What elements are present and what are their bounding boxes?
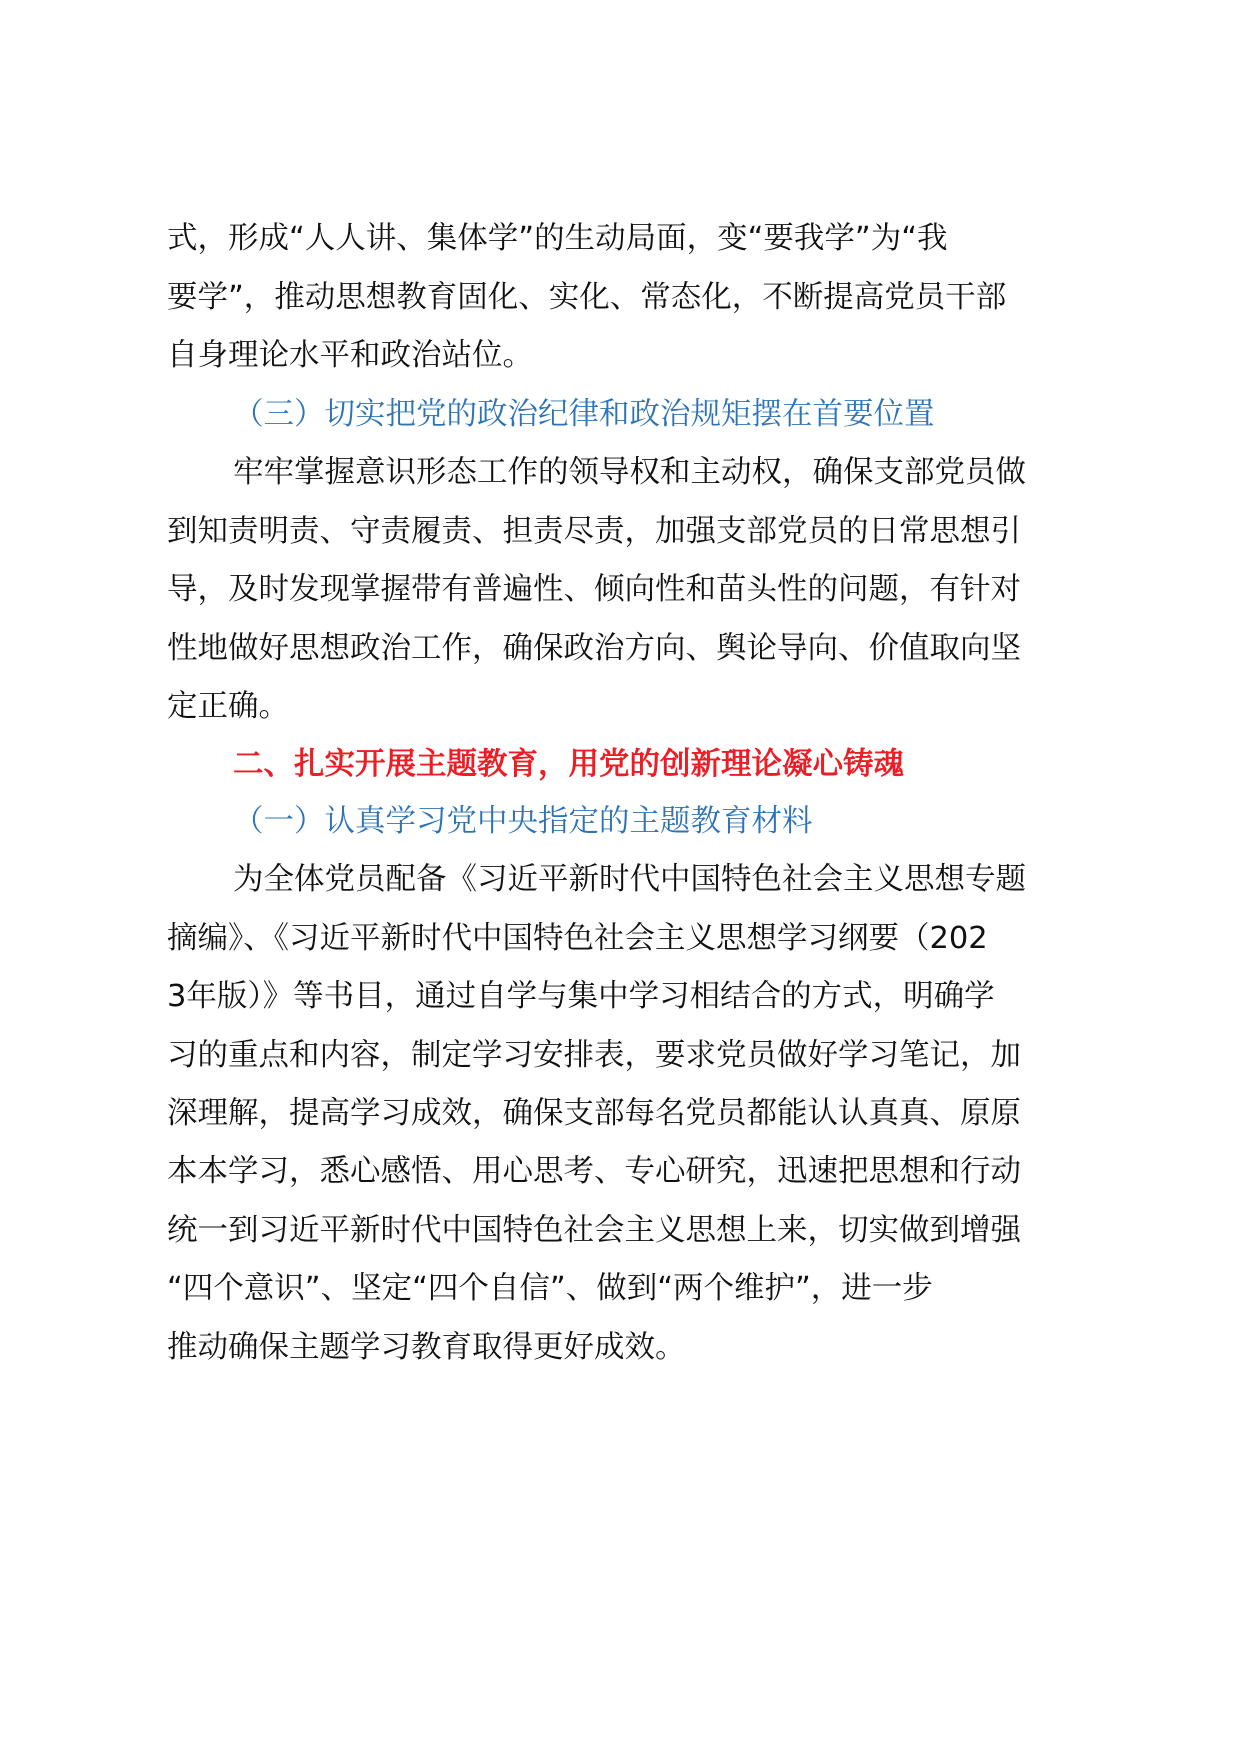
section-heading-two: 二、扎实开展主题教育，用党的创新理论凝心铸魂 [233,747,904,782]
paragraph-line: 式，形成“人人讲、集体学”的生动局面，变“要我学”为“我 [167,221,948,256]
paragraph-line: 摘编》、《习近平新时代中国特色社会主义思想学习纲要（202 [167,921,988,956]
paragraph-line: “四个意识”、坚定“四个自信”、做到“两个维护”，进一步 [167,1271,933,1306]
paragraph-line: 本本学习，悉心感悟、用心思考、专心研究，迅速把思想和行动 [167,1154,1021,1189]
paragraph-line: 性地做好思想政治工作，确保政治方向、舆论导向、价值取向坚 [167,631,1021,666]
paragraph-line: 3年版）》等书目，通过自学与集中学习相结合的方式，明确学 [167,979,995,1014]
subheading-three: （三）切实把党的政治纪律和政治规矩摆在首要位置 [233,397,935,432]
paragraph-line: 推动确保主题学习教育取得更好成效。 [167,1330,686,1365]
paragraph-line: 到知责明责、守责履责、担责尽责，加强支部党员的日常思想引 [167,514,1021,549]
paragraph-line: 习的重点和内容，制定学习安排表，要求党员做好学习笔记，加 [167,1038,1021,1073]
subheading-one: （一）认真学习党中央指定的主题教育材料 [233,804,813,839]
paragraph-line: 深理解，提高学习成效，确保支部每名党员都能认认真真、原原 [167,1096,1021,1131]
paragraph-line: 统一到习近平新时代中国特色社会主义思想上来，切实做到增强 [167,1213,1021,1248]
paragraph-line: 导，及时发现掌握带有普遍性、倾向性和苗头性的问题，有针对 [167,572,1021,607]
paragraph-line: 自身理论水平和政治站位。 [167,338,533,373]
paragraph-line: 为全体党员配备《习近平新时代中国特色社会主义思想专题 [233,862,1026,897]
paragraph-line: 定正确。 [167,689,289,724]
paragraph-line: 牢牢掌握意识形态工作的领导权和主动权，确保支部党员做 [233,455,1026,490]
paragraph-line: 要学”，推动思想教育固化、实化、常态化，不断提高党员干部 [167,280,1007,315]
